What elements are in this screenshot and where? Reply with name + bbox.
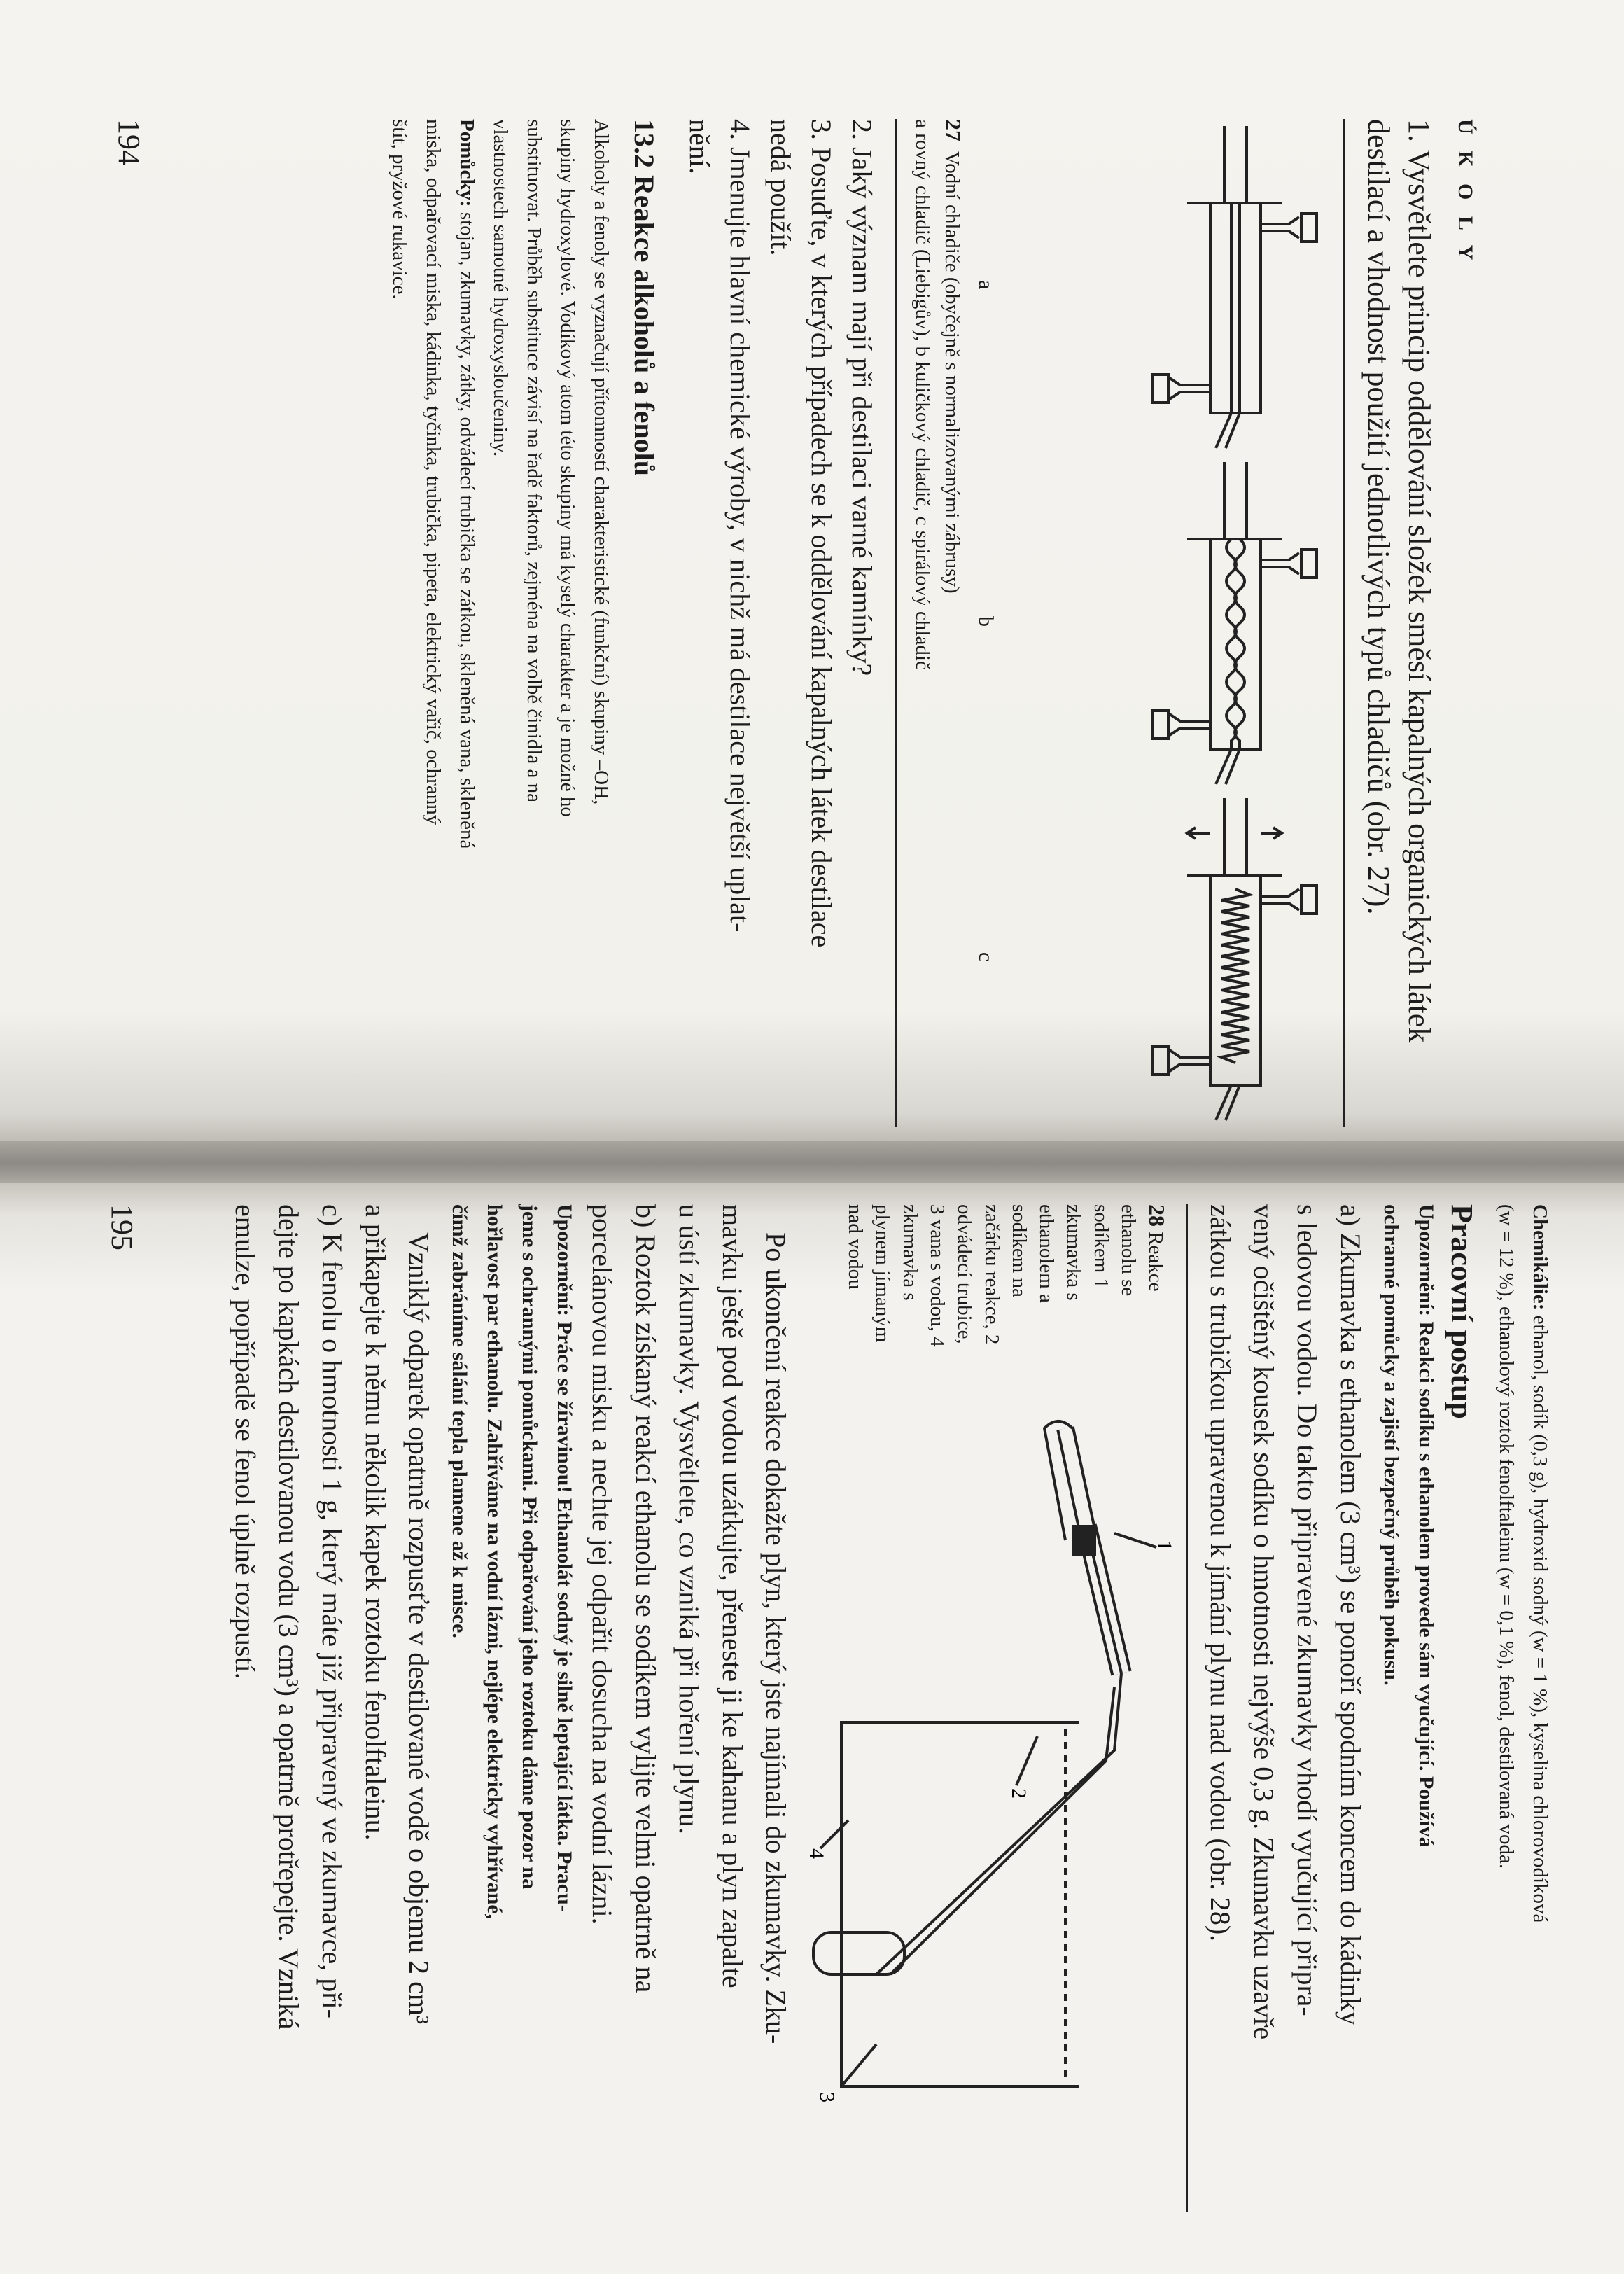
step-a-line-2: s ledovou vodou. Do takto připravené zkumavky vhodí vyučující připra- bbox=[1292, 1204, 1323, 2016]
intro-line-2: skupiny hydroxylové. Vodíkový atom této skupiny má kyselý charakter a je možné ho bbox=[556, 119, 579, 817]
collection-tube bbox=[813, 1932, 904, 1974]
step-c-line-1: c) K fenolu o hmotnosti 1 g, který máte již připravený ve zkumavce, při- bbox=[316, 1204, 348, 2018]
figure-27-caption-line-2: a rovný chladič (Liebigův), b kuličkový chladič, c spirálový chladič bbox=[911, 119, 934, 670]
intro-line-3: substituovat. Průběh substituce závisí na řadě faktorů, zejména na volbě činidla a na bbox=[523, 119, 545, 803]
chemicals-line-1 bbox=[1526, 1204, 1554, 2212]
warning-2-line-2: jeme s ochrannými pomůckami. Při odpařování jeho roztoku dáme pozor na bbox=[518, 1204, 541, 1890]
delivery-tube-bend bbox=[876, 1673, 1121, 1974]
intro-line-1: Alkoholy a fenoly se vyznačují přítomností charakteristické (funkční) skupiny –OH, bbox=[590, 119, 612, 805]
task-4-line-1: 4. Jmenujte hlavní chemické výroby, v nichž má destilace největší uplat- bbox=[724, 119, 756, 933]
step-c-line-2: dejte po kapkách destilovanou vodu (3 cm³) a opatrně protřepejte. Vzniká bbox=[273, 1204, 304, 2030]
step-c-line-3: emulze, popřípadě se fenol úplně rozpustí. bbox=[230, 1204, 261, 1680]
figure-27-caption-line-1 bbox=[939, 119, 967, 1127]
task-4-line-2: nění. bbox=[684, 119, 715, 174]
condenser-b bbox=[1153, 462, 1317, 784]
gas-collection-diagram bbox=[805, 1358, 1176, 2198]
condenser-a bbox=[1153, 126, 1317, 448]
label-c: c bbox=[974, 952, 997, 962]
task-1-line-1: 1. Vysvětlete princip oddělování složek směsí kapalných organických látek bbox=[1402, 119, 1436, 1043]
diagram-label-1: 1 bbox=[1153, 1540, 1176, 1551]
rule-figure-28 bbox=[1186, 1204, 1188, 2212]
rule-middle bbox=[895, 119, 897, 1127]
page-194-content bbox=[91, 119, 1477, 1127]
figure-28-caption bbox=[806, 1204, 1170, 1358]
chemicals-label: Chemikálie: bbox=[1529, 1204, 1551, 1311]
diagram-label-3: 3 bbox=[816, 2092, 839, 2102]
condenser-figure bbox=[1002, 119, 1331, 1127]
label-b: b bbox=[974, 616, 997, 627]
chemicals-line-2: (w = 12 %), ethanolový roztok fenolftaleinu (w = 0,1 %), fenol, destilovaná voda. bbox=[1495, 1204, 1518, 1869]
diagram-label-4: 4 bbox=[805, 1848, 828, 1859]
tasks-heading: Ú K O L Y bbox=[1454, 119, 1477, 266]
figure-27-number: 27 bbox=[941, 119, 966, 141]
tools-line-1 bbox=[453, 119, 481, 1127]
section-title: 13.2 Reakce alkoholů a fenolů bbox=[629, 119, 660, 477]
condenser-labels bbox=[969, 119, 997, 1127]
page-number-195: 195 bbox=[105, 1204, 139, 1250]
tools-label: Pomůcky: bbox=[456, 119, 478, 207]
task-1-line-2: destilací a vhodnost použití jednotlivých typů chladičů (obr. 27). bbox=[1362, 119, 1396, 915]
condenser-c bbox=[1153, 798, 1317, 1120]
task-3-line-2: nedá použít. bbox=[765, 119, 797, 256]
step-b-line-2: porcelánovou misku a nechte jej odpařit dosucha na vodní lázni. bbox=[587, 1204, 618, 1925]
intro-line-4: vlastnostech samotné hydroxysloučeniny. bbox=[489, 119, 512, 457]
tools-line-2: miska, odpařovací miska, kádinka, tyčinka, trubička, pipeta, elektrický vařič, ochranný bbox=[422, 119, 444, 825]
after-line-3: u ústí zkumavky. Vysvětlete, co vzniká při hoření plynu. bbox=[673, 1204, 705, 1834]
residue-line-2: a přikapejte k němu několik kapek roztoku fenolftaleinu. bbox=[360, 1204, 391, 1841]
after-line-2: mavku ještě pod vodou uzátkujte, přeneste ji ke kahanu a plyn zapalte bbox=[717, 1204, 748, 1988]
task-3-line-1: 3. Posuďte, v kterých případech se k oddělování kapalných látek destilace bbox=[806, 119, 837, 948]
step-a-line-4: zátkou s trubičkou upravenou k jímání plynu nad vodou (obr. 28). bbox=[1205, 1204, 1236, 1942]
page-number-194: 194 bbox=[112, 119, 146, 165]
warning-2-line-1: Upozornění: Práce se žíravinou! Ethanolát sodný je silně leptající látka. Pracu- bbox=[553, 1204, 576, 1912]
stopper bbox=[1074, 1526, 1095, 1554]
step-a-line-1: a) Zkumavka s ethanolem (3 cm³) se ponoří spodním koncem do kádinky bbox=[1335, 1204, 1366, 2025]
procedure-heading: Pracovní postup bbox=[1445, 1204, 1479, 1419]
figure-28 bbox=[805, 1204, 1176, 2212]
warning-1-line-2: ochranné pomůcky a zajistí bezpečný průběh pokusu. bbox=[1380, 1204, 1403, 1686]
residue-line-1: Vzniklý odparek opatrně rozpusťte v destilované vodě o objemu 2 cm³ bbox=[403, 1232, 435, 2024]
page-195-content bbox=[84, 1204, 1554, 2212]
diagram-label-2: 2 bbox=[1007, 1788, 1030, 1799]
warning-2-line-3: hořlavost par ethanolu. Zahříváme na vodní lázni, nejlépe elektricky vyhřívané, bbox=[483, 1204, 506, 1920]
figure-28-number: 28 bbox=[1144, 1204, 1170, 1227]
step-a-line-3: vený očištěný kousek sodíku o hmotnosti nejvýše 0,3 g. Zkumavku uzavře bbox=[1248, 1204, 1280, 2040]
chemicals-text: ethanol, sodík (0,3 g), hydroxid sodný (w = 1 %), kyselina chlorovodíková bbox=[1529, 1310, 1551, 1923]
figure-27-caption-text: Vodní chladiče (obyčejně s normalizovanými zábrusy) bbox=[941, 151, 963, 594]
step-b-line-1: b) Roztok získaný reakcí ethanolu se sodíkem vylijte velmi opatrně na bbox=[630, 1204, 662, 1993]
figure-28-caption-text: Reakce ethanolu se sodíkem 1 zkumavka s ethanolem a sodíkem na začátku reakce, 2 odvádecí trubice, 3 vana s vodou, 4 zkumavka s plynem jímaným nad vodou bbox=[844, 1204, 1167, 1347]
rule-top bbox=[1343, 119, 1345, 1127]
tools-line-3: štít, pryžové rukavice. bbox=[388, 119, 411, 300]
label-a: a bbox=[974, 280, 997, 290]
warning-1-line-1: Upozornění: Reakci sodíku s ethanolem provede sám vyučující. Používá bbox=[1415, 1204, 1438, 1848]
task-2: 2. Jaký význam mají při destilaci varné kamínky? bbox=[846, 119, 878, 676]
tools-text: stojan, zkumavky, zátky, odvádecí trubička se zátkou, skleněná vana, skleněná bbox=[456, 207, 478, 849]
warning-2-line-4: čímž zabráníme sálání tepla plamene až k misce. bbox=[448, 1204, 471, 1638]
after-line-1: Po ukončení reakce dokažte plyn, který jste najímali do zkumavky. Zku- bbox=[760, 1232, 792, 2044]
